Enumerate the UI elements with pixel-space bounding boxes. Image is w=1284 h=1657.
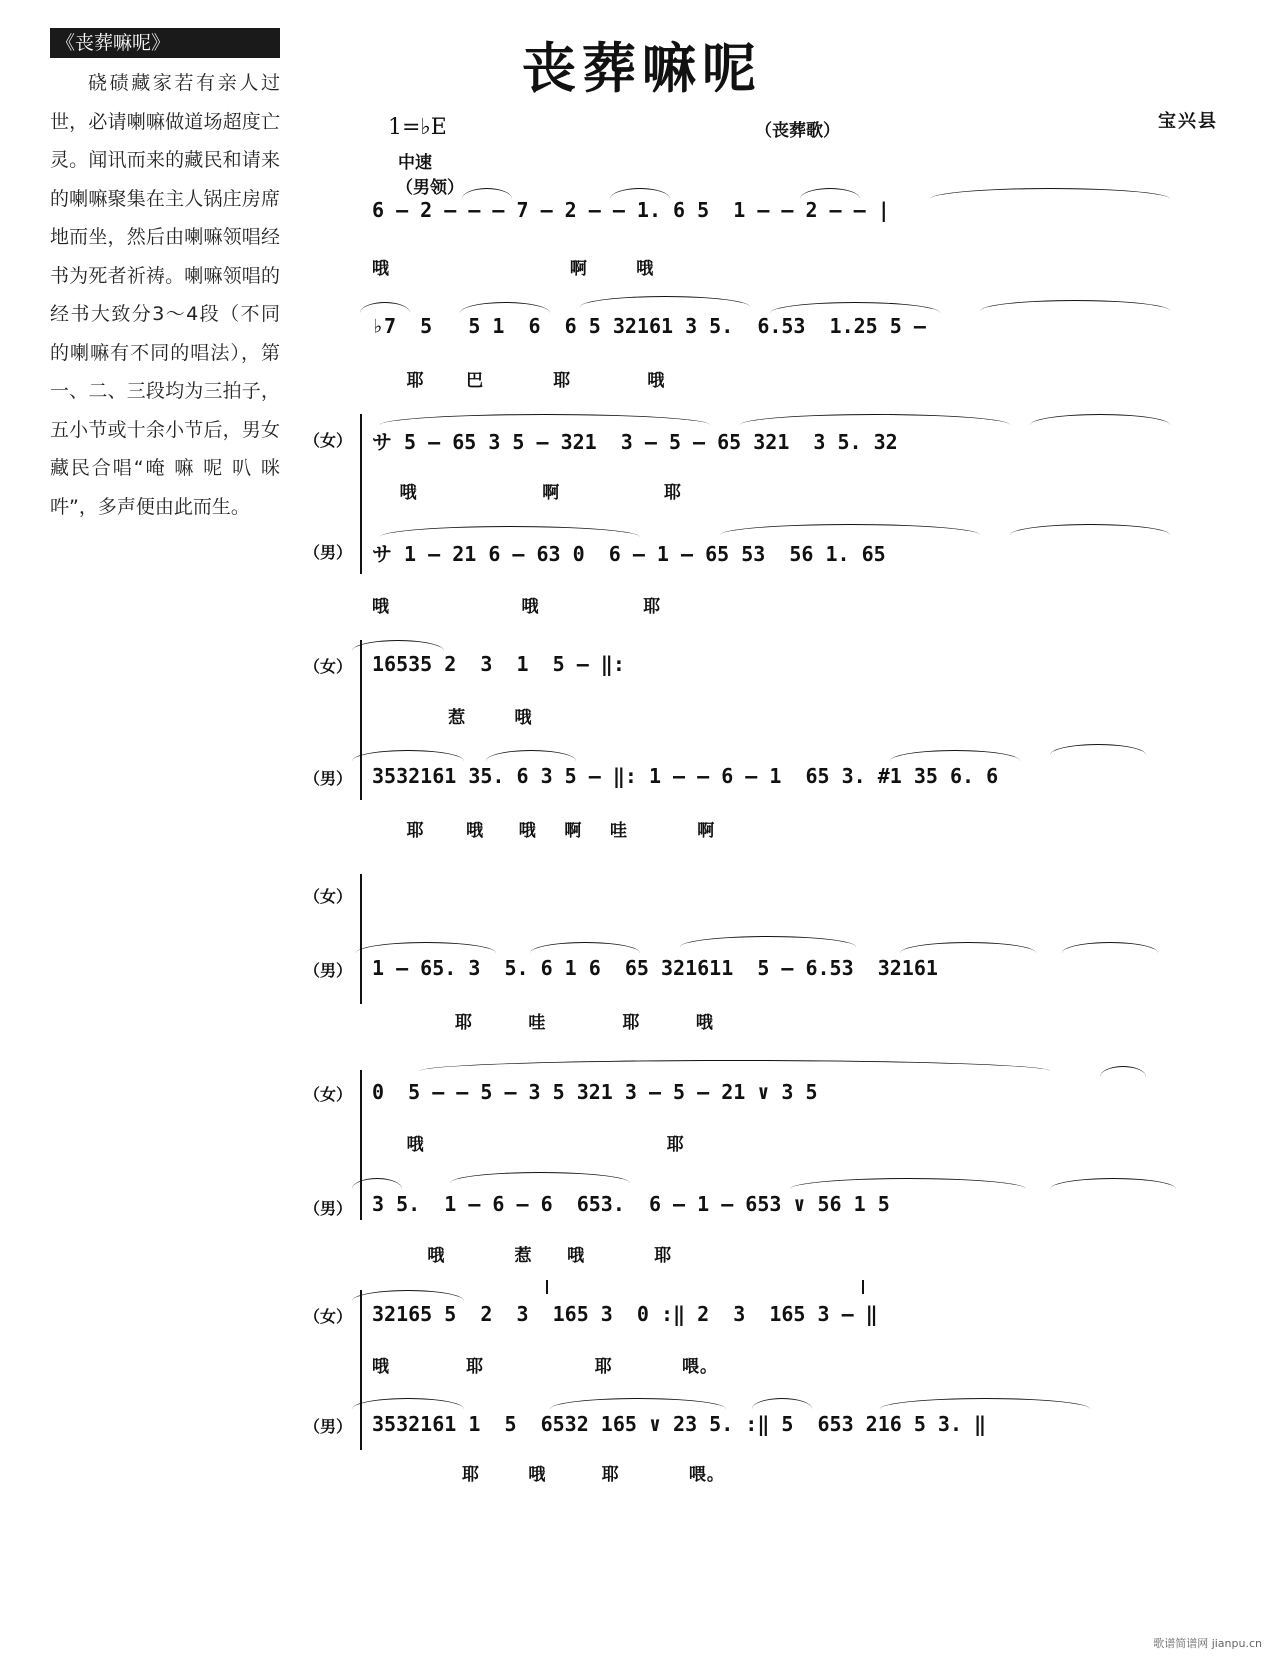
part-label-male: （男） — [304, 961, 353, 980]
slur — [1050, 744, 1146, 755]
slur — [610, 188, 670, 199]
slur — [900, 942, 1036, 953]
key-signature: 1=♭E — [388, 115, 447, 140]
score-subtitle: （丧葬歌） — [755, 121, 840, 141]
slur — [380, 526, 640, 537]
slur — [790, 1178, 1026, 1189]
system-brace — [360, 1290, 362, 1450]
slur — [1010, 524, 1170, 535]
volta-bracket-1 — [546, 1280, 548, 1294]
slur — [880, 1398, 1090, 1409]
male-lyrics-line: 耶 哦 耶 喂。 — [372, 1465, 725, 1485]
slur — [680, 936, 856, 947]
slur — [800, 188, 860, 199]
part-label-male: （男） — [304, 1417, 353, 1436]
slur — [352, 750, 464, 761]
notation-line: ♭7 5 5 1 6 6 5 32161 3 5. 6.53 1.25 5 – — [372, 314, 926, 338]
female-lyrics-line: 哦 啊 耶 — [372, 483, 682, 503]
slur — [486, 750, 576, 761]
system-brace — [360, 874, 362, 1004]
slur — [980, 300, 1170, 311]
lyrics-line: 哦 啊 哦 — [372, 259, 655, 279]
part-label-male: （男） — [304, 543, 353, 562]
slur — [460, 302, 550, 313]
watermark: 歌谱简谱网 jianpu.cn — [1153, 1637, 1262, 1650]
slur — [1050, 1178, 1176, 1189]
male-notation-line: 3532161 35. 6 3 5 – ‖: 1 – – 6 – 1 65 3. #1 35 6. 6 — [372, 764, 999, 788]
male-lyrics-line: 耶 哇 耶 哦 — [372, 1013, 714, 1033]
lead-voice-marking: （男领） — [396, 178, 464, 198]
slur — [740, 414, 1010, 425]
score-region: 宝兴县 — [1158, 111, 1218, 132]
male-notation-line: 1 – 65. 3 5. 6 1 6 65 321611 5 – 6.53 32161 — [372, 956, 938, 980]
male-lyrics-line: 耶 哦 哦 啊 哇 啊 — [372, 821, 716, 841]
slur — [380, 414, 710, 425]
part-label-female: （女） — [304, 431, 353, 450]
slur — [360, 302, 410, 313]
slur — [352, 640, 444, 651]
slur — [720, 524, 980, 535]
system-brace — [360, 1070, 362, 1220]
slur — [352, 1290, 464, 1301]
slur — [1062, 942, 1158, 953]
part-label-female: （女） — [304, 887, 353, 906]
system-brace — [360, 414, 362, 574]
female-notation-line: 16535 2 3 1 5 – ‖: — [372, 652, 625, 676]
sidebar-description: 硗碛藏家若有亲人过世，必请喇嘛做道场超度亡灵。闻讯而来的藏民和请来的喇嘛聚集在主人锅庄房席地而坐，然后由喇嘛领唱经书为死者祈祷。喇嘛领唱的经书大致分3～4段（不同的喇嘛有不同的唱法），第一、二、三段均为三拍子，五小节或十余小节后，男女藏民合唱“唵 嘛 呢 叭 咪 吽”，多声便由此而生。 — [50, 72, 280, 518]
slur — [462, 188, 512, 199]
volta-bracket-2 — [862, 1280, 864, 1294]
sidebar-heading: 《丧葬嘛呢》 — [50, 28, 280, 58]
female-notation-line: サ 5 – 65 3 5 – 321 3 – 5 – 65 321 3 5. 32 — [372, 430, 898, 454]
system-brace — [360, 640, 362, 800]
slur — [930, 188, 1170, 199]
lyrics-line: 耶 巴 耶 哦 — [372, 371, 666, 391]
female-lyrics-line: 哦 耶 — [372, 1135, 685, 1155]
slur — [1030, 414, 1170, 425]
part-label-male: （男） — [304, 1199, 353, 1218]
female-notation-line: 32165 5 2 3 165 3 0 :‖ 2 3 165 3 – ‖ — [372, 1302, 878, 1326]
slur — [450, 1172, 630, 1183]
slur — [1100, 1066, 1146, 1077]
slur — [752, 1398, 812, 1409]
score-title: 丧葬嘛呢 — [522, 37, 762, 100]
female-lyrics-line: 惹 哦 — [372, 708, 533, 728]
male-notation-line: 3532161 1 5 6532 165 ∨ 23 5. :‖ 5 653 216 5 3. ‖ — [372, 1412, 987, 1436]
slur — [530, 942, 640, 953]
slur — [356, 942, 496, 953]
slur — [770, 302, 940, 313]
male-lyrics-line: 哦 惹 哦 耶 — [372, 1246, 673, 1266]
slur — [580, 296, 750, 307]
part-label-female: （女） — [304, 657, 353, 676]
female-lyrics-line: 哦 耶 耶 喂。 — [372, 1357, 718, 1377]
tempo-marking: 中速 — [398, 153, 432, 173]
slur — [890, 750, 1020, 761]
part-label-female: （女） — [304, 1307, 353, 1326]
slur — [420, 1060, 1050, 1071]
slur — [550, 1398, 726, 1409]
male-notation-line: 3 5. 1 – 6 – 6 653. 6 – 1 – 653 ∨ 56 1 5 — [372, 1192, 890, 1216]
female-notation-line: 0 5 – – 5 – 3 5 321 3 – 5 – 21 ∨ 3 5 — [372, 1080, 818, 1104]
part-label-male: （男） — [304, 769, 353, 788]
male-lyrics-line: 哦 哦 耶 — [372, 597, 662, 617]
slur — [352, 1398, 464, 1409]
part-label-female: （女） — [304, 1085, 353, 1104]
male-notation-line: サ 1 – 21 6 – 63 0 6 – 1 – 65 53 56 1. 65 — [372, 542, 886, 566]
notation-line: 6 – 2 – – – 7 – 2 – – 1. 6 5 1 – – 2 – – | — [372, 198, 890, 222]
